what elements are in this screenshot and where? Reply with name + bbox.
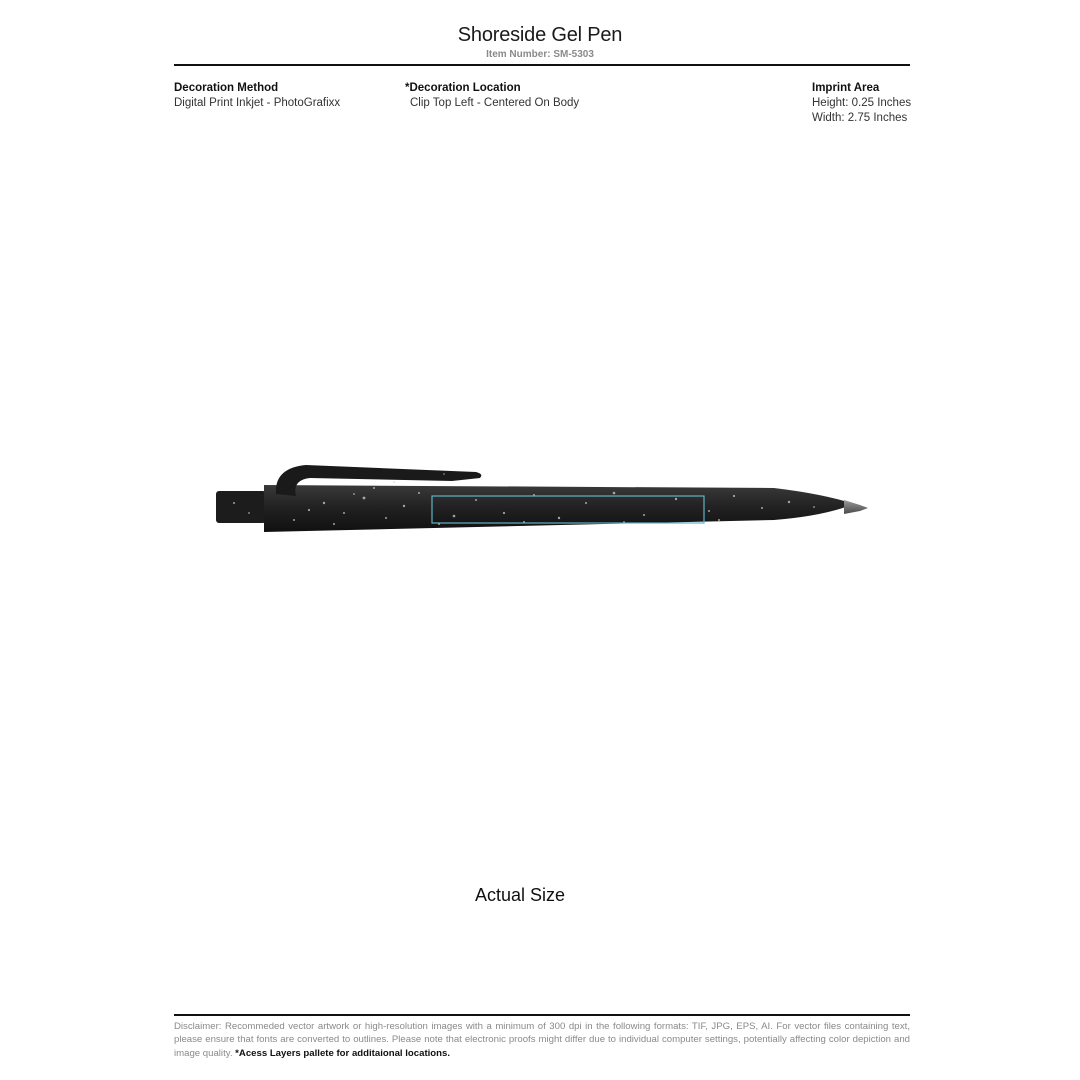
decoration-method-value: Digital Print Inkjet - PhotoGrafixx <box>174 97 341 109</box>
pen-button <box>216 491 266 523</box>
decoration-location-label: *Decoration Location <box>405 82 521 94</box>
decoration-location-value: Clip Top Left - Centered On Body <box>410 97 580 109</box>
item-number: Item Number: SM-5303 <box>486 49 594 60</box>
imprint-area-section <box>812 81 911 126</box>
pen-illustration <box>214 458 874 538</box>
decoration-method-section <box>174 81 340 111</box>
imprint-width-value: Width: 2.75 Inches <box>812 112 908 124</box>
pen-body <box>264 485 854 532</box>
disclaimer <box>174 1020 910 1060</box>
imprint-area-label: Imprint Area <box>812 82 880 94</box>
page-title: Shoreside Gel Pen <box>457 24 623 46</box>
imprint-height-value: Height: 0.25 Inches <box>812 97 912 109</box>
footer-divider <box>174 1014 910 1016</box>
header-divider <box>174 64 910 66</box>
decoration-location-section <box>405 81 579 111</box>
actual-size-label: Actual Size <box>474 885 566 905</box>
pen-tip <box>844 500 868 514</box>
disclaimer-text: Disclaimer: Recommeded vector artwork or high-resolution images with a minimum of 300 dpi in the following formats: TIF, JPG, EPS, AI. For vector files containing text, please ensure that fonts are converted to outlines. Please note that electronic proofs might differ due to individual computer settings, potentially affecting color depiction and image quality. <box>174 1021 910 1059</box>
product-image <box>214 458 874 538</box>
layers-note: *Acess Layers pallete for additaional locations. <box>235 1047 451 1059</box>
decoration-method-label: Decoration Method <box>174 82 279 94</box>
